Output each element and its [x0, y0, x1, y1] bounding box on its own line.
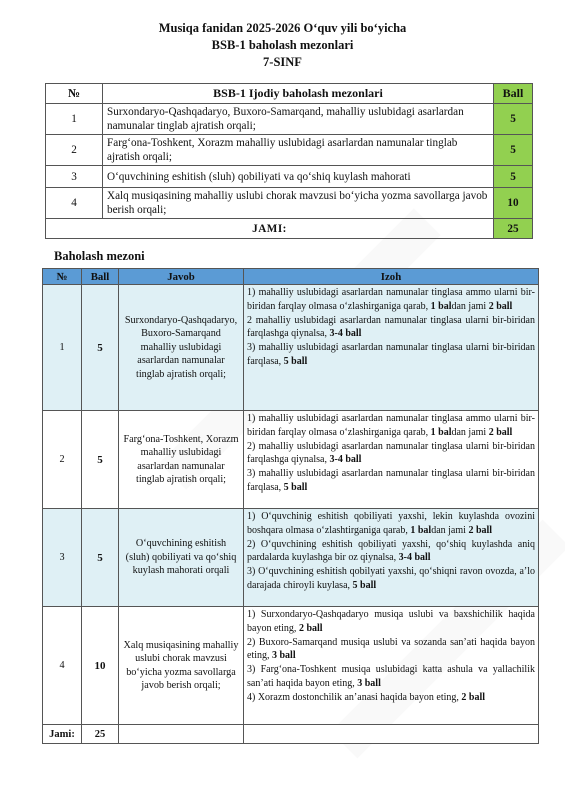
section-subtitle: Baholash mezoni [54, 249, 145, 263]
grading-row [43, 411, 539, 509]
row-criteria-text: Surxondaryo-Qashqadaryo, Buxoro-Samarqand, mahalliy uslubidagi asarlardan namunalar tinglab ajratish orqali; [103, 104, 494, 135]
row-ball: 5 [82, 285, 119, 411]
izoh-item: 2) Oʻquvchining eshitish qobiliyati yaxshi, qoʻshiq kuylashda aniq pardalarda kuylashga bir oz qiynalsa, 3-4 ball [247, 538, 535, 564]
izoh-item: 3) mahalliy uslubidagi asarlardan namunalar tinglasa ularni bir-biridan farqlasa, 5 ball [247, 468, 535, 493]
grading-table-header [43, 269, 539, 285]
row-number: 1 [46, 104, 103, 135]
grading-total-row [43, 725, 539, 744]
row-criteria-text: Oʻquvchining eshitish (sluh) qobiliyati va qoʻshiq kuylash mahorati [103, 166, 494, 188]
grading-row [43, 509, 539, 607]
row-ball: 10 [494, 188, 533, 219]
header-izoh: Izoh [244, 269, 539, 285]
row-number: 2 [46, 135, 103, 166]
izoh-item: 3) mahalliy uslubidagi asarlardan namunalar tinglasa ularni bir-biridan farqlasa, 5 ball [247, 342, 535, 367]
row-ball: 5 [494, 104, 533, 135]
izoh-item: 1) Surxondaryo-Qashqadaryo musiqa uslubi va baxshichilik haqida bayon eting, 2 ball [247, 609, 535, 634]
jami-label: Jami: [43, 725, 82, 744]
jami-empty [119, 725, 244, 744]
row-number: 4 [46, 188, 103, 219]
document-header [0, 20, 565, 71]
grading-row [43, 285, 539, 411]
izoh-item: 1) Oʻquvchinig eshitish qobiliyati yaxshi, lekin kuylashda ovozini boshqara olmasa oʻzlashtirganiga qarab, 1 baldan jami 2 ball [247, 511, 535, 536]
total-value: 25 [494, 219, 533, 239]
izoh-item: 4) Xorazm dostonchilik an’anasi haqida bayon eting, 2 ball [247, 691, 486, 703]
row-number: 1 [43, 285, 82, 411]
header-number: № [46, 84, 103, 104]
row-number: 3 [43, 509, 82, 607]
row-number: 3 [46, 166, 103, 188]
row-criteria-text: Xalq musiqasining mahalliy uslubi chorak mavzusi boʻyicha yozma savollarga javob berish orqali; [103, 188, 494, 219]
row-ball: 5 [82, 509, 119, 607]
header-grade: 7-SINF [263, 55, 302, 69]
criteria-row [46, 104, 533, 135]
izoh-item: 3) Oʻquvchining eshitish qobilyati yaxshi, qoʻshiqni ravon ovozda, a’lo darajada chiroyli kuylasa, 5 ball [247, 566, 535, 591]
criteria-row [46, 135, 533, 166]
grading-row [43, 607, 539, 725]
total-label: JAMI: [46, 219, 494, 239]
row-ball: 10 [82, 607, 119, 725]
jami-empty [244, 725, 539, 744]
header-criteria: BSB-1 Ijodiy baholash mezonlari [103, 84, 494, 104]
row-izoh [244, 607, 539, 725]
criteria-table-header [46, 84, 533, 104]
row-izoh [244, 509, 539, 607]
row-criteria-text: Fargʻona-Toshkent, Xorazm mahalliy uslubidagi asarlardan namunalar tinglab ajratish orqali; [103, 135, 494, 166]
header-ball: Ball [494, 84, 533, 104]
row-javob: Oʻquvchining eshitish (sluh) qobiliyati va qoʻshiq kuylash mahorati orqali [119, 509, 244, 607]
criteria-table [45, 83, 533, 239]
izoh-item: 2) mahalliy uslubidagi asarlardan namunalar tinglasa ularni bir-biridan farqlashga qiynalsa, 3-4 ball [247, 440, 535, 466]
izoh-item: 2 mahalliy uslubidagi asarlardan namunalar tinglasa ularni bir-biridan farqlashga qiynalsa, 3-4 ball [247, 314, 535, 340]
header-number: № [43, 269, 82, 285]
row-javob: Fargʻona-Toshkent, Xorazm mahalliy uslubidagi asarlardan namunalar tinglab ajratish orqali; [119, 411, 244, 509]
header-ball: Ball [82, 269, 119, 285]
izoh-item: 3) Fargʻona-Toshkent musiqa uslubidagi katta ashula va yallachilik san’ati haqida bayon eting, 3 ball [247, 664, 535, 689]
izoh-item: 2) Buxoro-Samarqand musiqa uslubi va sozanda san’ati haqida bayon eting, 3 ball [247, 636, 535, 662]
jami-value: 25 [82, 725, 119, 744]
row-ball: 5 [494, 166, 533, 188]
row-izoh [244, 285, 539, 411]
grading-table [42, 268, 539, 744]
header-javob: Javob [119, 269, 244, 285]
header-subtitle: BSB-1 baholash mezonlari [211, 38, 354, 52]
izoh-item: 1) mahalliy uslubidagi asarlardan namunalar tinglasa ammo ularni bir-biridan farqlay olmasa oʻzlashirganiga qarab, 1 baldan jami 2 ball [247, 287, 535, 312]
izoh-item: 1) mahalliy uslubidagi asarlardan namunalar tinglasa ammo ularni bir-biridan farqlay olmasa oʻzlashirganiga qarab, 1 baldan jami 2 ball [247, 413, 535, 438]
row-javob: Xalq musiqasining mahalliy uslubi chorak mavzusi boʻyicha yozma savollarga javob berish orqali; [119, 607, 244, 725]
criteria-row [46, 166, 533, 188]
row-number: 2 [43, 411, 82, 509]
row-izoh [244, 411, 539, 509]
row-javob: Surxondaryo-Qashqadaryo, Buxoro-Samarqand mahalliy uslubidagi asarlardan namunalar tinglab ajratish orqali; [119, 285, 244, 411]
row-ball: 5 [494, 135, 533, 166]
header-title: Musiqa fanidan 2025-2026 Oʻquv yili boʻyicha [158, 21, 407, 35]
row-number: 4 [43, 607, 82, 725]
criteria-row [46, 188, 533, 219]
row-ball: 5 [82, 411, 119, 509]
criteria-total-row [46, 219, 533, 239]
